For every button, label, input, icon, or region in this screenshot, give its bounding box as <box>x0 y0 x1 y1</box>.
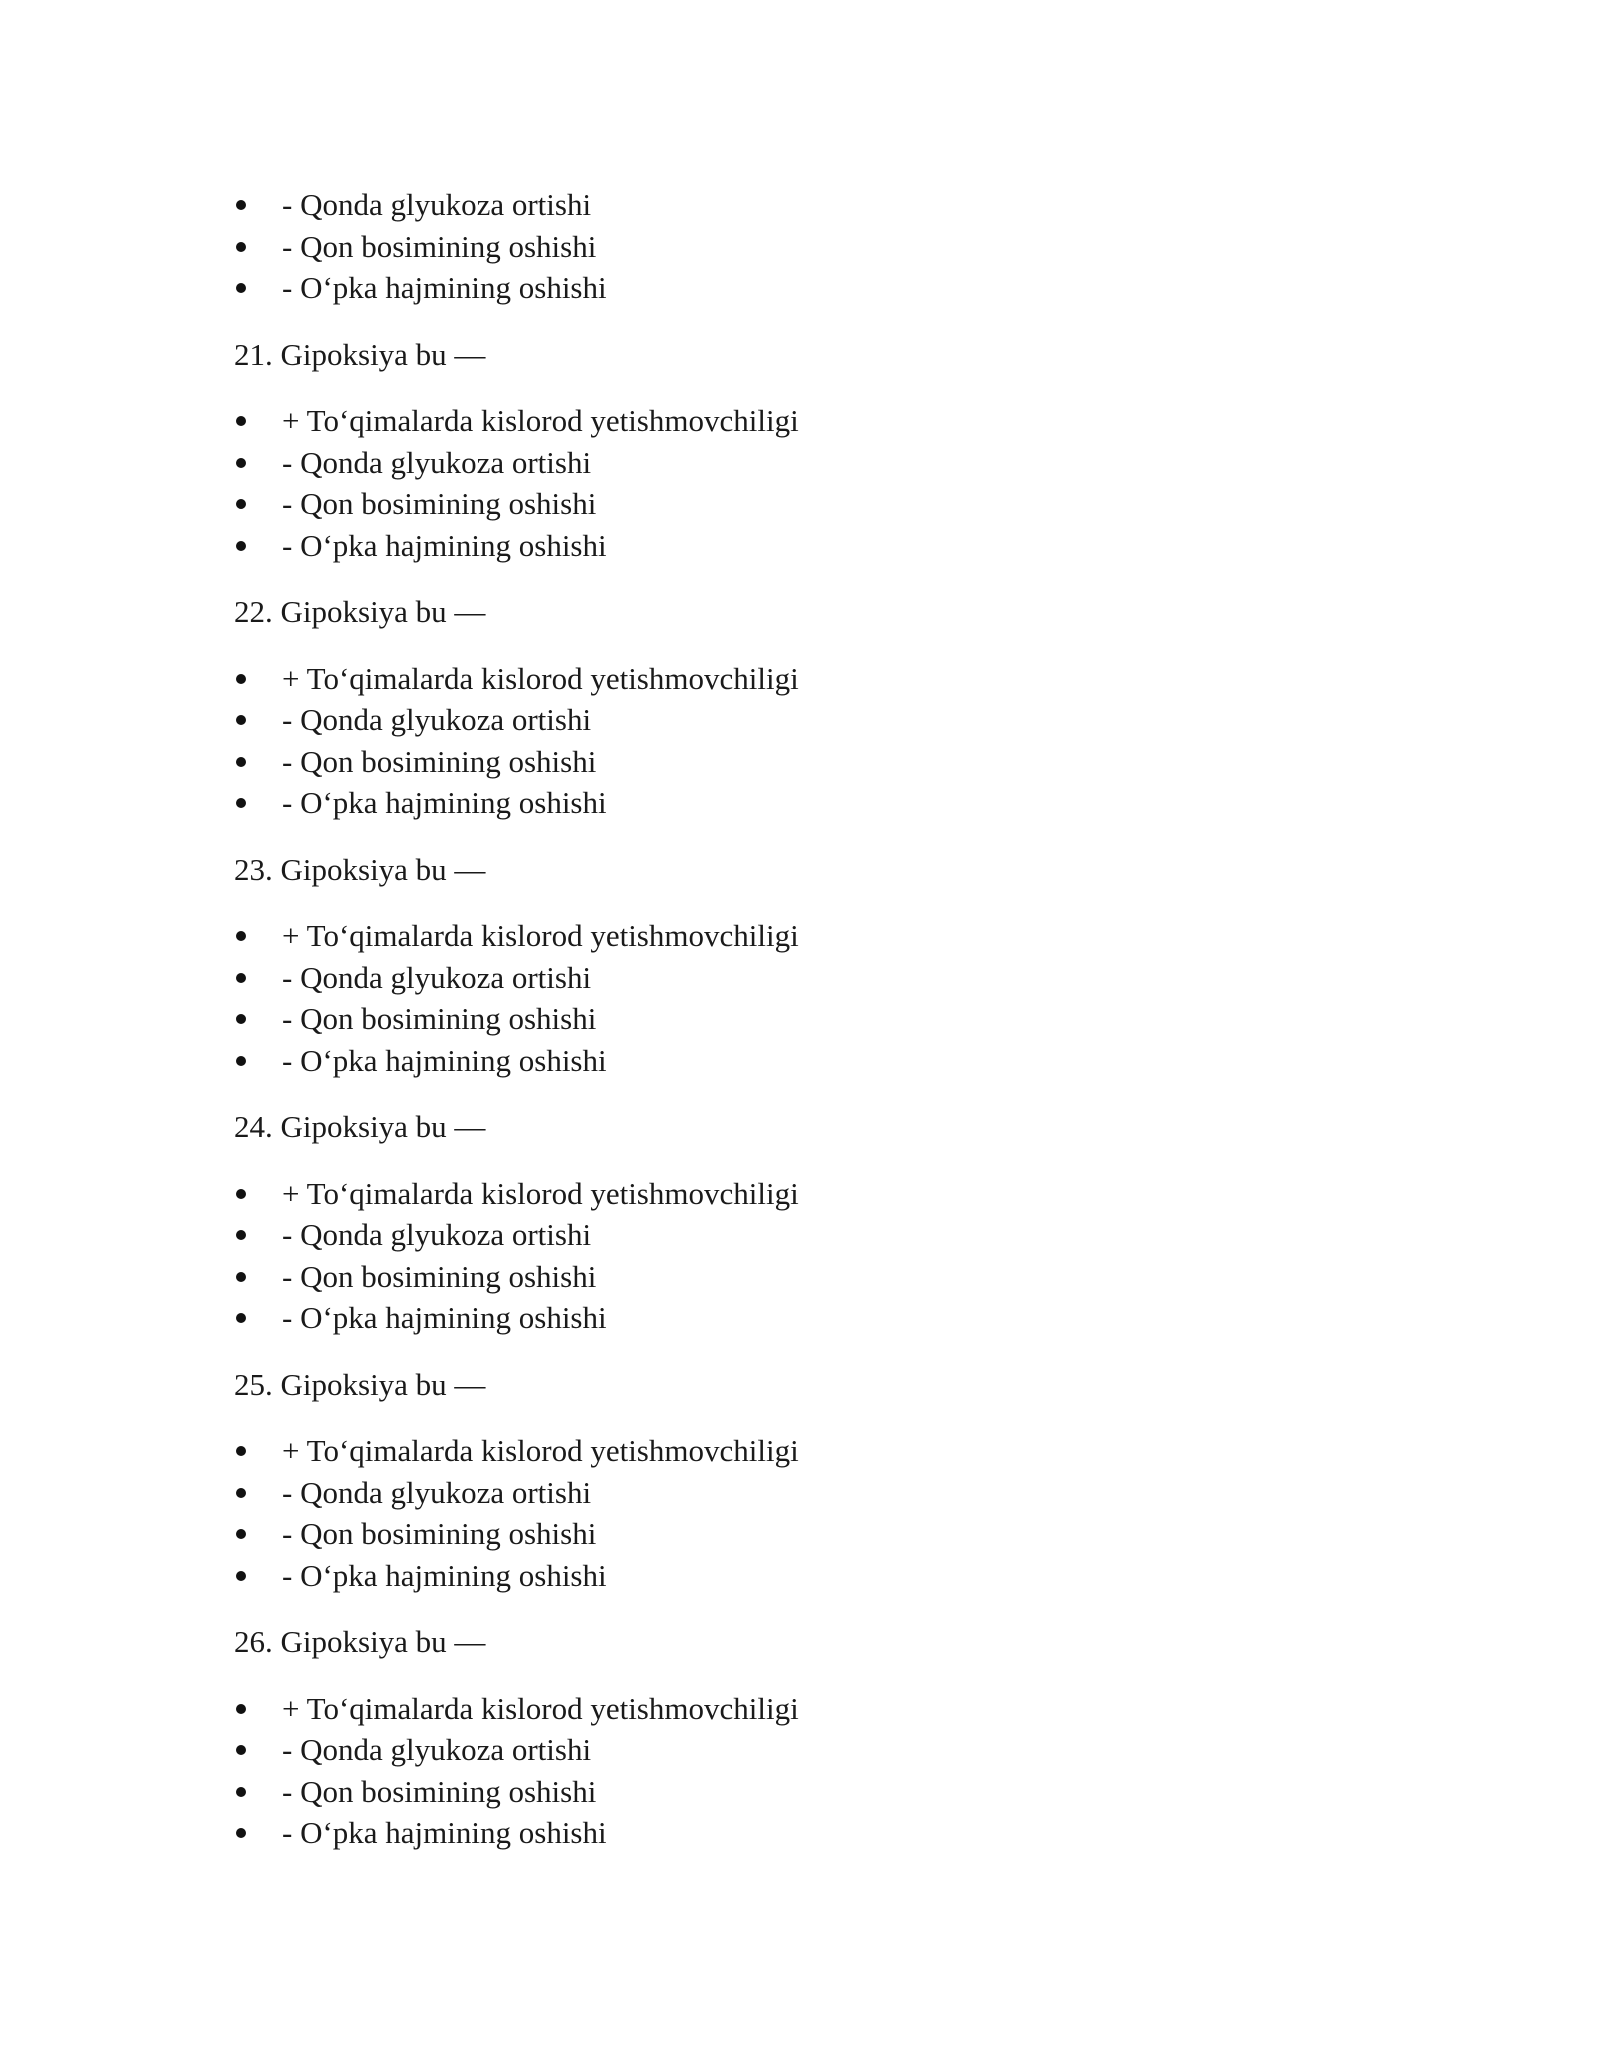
bullet-icon <box>236 1745 246 1755</box>
option-text: + To‘qimalarda kislorod yetishmovchiligi <box>282 1690 799 1726</box>
option-item <box>234 1812 1434 1854</box>
option-item <box>234 1430 1434 1472</box>
option-item <box>234 1555 1434 1597</box>
option-text: - Qon bosimining oshishi <box>282 743 597 779</box>
bullet-icon <box>236 1488 246 1498</box>
option-item <box>234 400 1434 442</box>
option-list <box>234 400 1434 566</box>
bullet-icon <box>236 931 246 941</box>
option-text: - O‘pka hajmining oshishi <box>282 1300 607 1335</box>
option-item <box>234 915 1434 957</box>
option-list <box>234 658 1434 824</box>
bullet-icon <box>236 715 246 725</box>
option-list <box>234 1430 1434 1596</box>
option-text: - Qon bosimining oshishi <box>282 486 597 521</box>
question-title: 21. Gipoksiya bu — <box>234 336 486 372</box>
bullet-icon <box>236 416 246 426</box>
option-text: + To‘qimalarda kislorod yetishmovchiligi <box>282 918 799 953</box>
option-item <box>234 1040 1434 1082</box>
option-item <box>234 1173 1434 1215</box>
bullet-icon <box>236 1828 246 1838</box>
option-list <box>234 184 1434 309</box>
option-text: - O‘pka hajmining oshishi <box>282 1815 607 1850</box>
option-text: + To‘qimalarda kislorod yetishmovchiligi <box>282 1433 799 1468</box>
bullet-icon <box>236 973 246 983</box>
question-title: 22. Gipoksiya bu — <box>234 594 486 629</box>
option-item <box>234 1688 1434 1730</box>
bullet-icon <box>236 798 246 808</box>
bullet-icon <box>236 1529 246 1539</box>
option-item <box>234 1214 1434 1256</box>
bullet-icon <box>236 1014 246 1024</box>
option-text: - O‘pka hajmining oshishi <box>282 270 607 305</box>
option-list <box>234 1173 1434 1339</box>
option-item <box>234 525 1434 567</box>
option-text: - Qonda glyukoza ortishi <box>282 959 592 995</box>
option-text: - Qon bosimining oshishi <box>282 228 597 264</box>
option-item <box>234 483 1434 525</box>
option-item <box>234 1771 1434 1813</box>
bullet-icon <box>236 200 246 210</box>
option-text: - Qon bosimining oshishi <box>282 1001 597 1036</box>
bullet-icon <box>236 499 246 509</box>
bullet-icon <box>236 1056 246 1066</box>
option-text: - Qonda glyukoza ortishi <box>282 187 592 222</box>
option-text: - O‘pka hajmining oshishi <box>282 527 607 563</box>
bullet-icon <box>236 242 246 252</box>
option-item <box>234 267 1434 309</box>
option-text: - O‘pka hajmining oshishi <box>282 1557 607 1593</box>
bullet-icon <box>236 1446 246 1456</box>
bullet-icon <box>236 757 246 767</box>
question-title: 23. Gipoksiya bu — <box>234 851 486 887</box>
option-item <box>234 1472 1434 1514</box>
option-item <box>234 957 1434 999</box>
question-title: 24. Gipoksiya bu — <box>234 1109 486 1144</box>
option-item <box>234 658 1434 700</box>
question-title: 25. Gipoksiya bu — <box>234 1366 486 1402</box>
option-item <box>234 998 1434 1040</box>
bullet-icon <box>236 674 246 684</box>
option-item <box>234 226 1434 268</box>
bullet-icon <box>236 1313 246 1323</box>
bullet-icon <box>236 1230 246 1240</box>
bullet-icon <box>236 283 246 293</box>
option-item <box>234 1256 1434 1298</box>
option-item <box>234 1513 1434 1555</box>
option-text: - Qonda glyukoza ortishi <box>282 1732 592 1767</box>
option-list <box>234 915 1434 1081</box>
option-item <box>234 782 1434 824</box>
bullet-icon <box>236 1704 246 1714</box>
bullet-icon <box>236 458 246 468</box>
option-item <box>234 442 1434 484</box>
option-item <box>234 1729 1434 1771</box>
option-text: + To‘qimalarda kislorod yetishmovchiligi <box>282 660 799 696</box>
bullet-icon <box>236 1787 246 1797</box>
option-item <box>234 1297 1434 1339</box>
option-list <box>234 1688 1434 1854</box>
bullet-icon <box>236 1272 246 1282</box>
option-text: - O‘pka hajmining oshishi <box>282 1042 607 1078</box>
bullet-icon <box>236 541 246 551</box>
option-text: - Qonda glyukoza ortishi <box>282 1474 592 1510</box>
option-text: + To‘qimalarda kislorod yetishmovchiligi <box>282 1175 799 1211</box>
option-text: - Qon bosimining oshishi <box>282 1258 597 1294</box>
option-item <box>234 184 1434 226</box>
option-item <box>234 699 1434 741</box>
option-text: + To‘qimalarda kislorod yetishmovchiligi <box>282 403 799 438</box>
option-text: - Qon bosimining oshishi <box>282 1516 597 1551</box>
document-content <box>234 184 1434 1854</box>
option-text: - O‘pka hajmining oshishi <box>282 785 607 820</box>
bullet-icon <box>236 1189 246 1199</box>
option-text: - Qon bosimining oshishi <box>282 1773 597 1809</box>
question-title: 26. Gipoksiya bu — <box>234 1624 486 1659</box>
option-text: - Qonda glyukoza ortishi <box>282 444 592 480</box>
option-text: - Qonda glyukoza ortishi <box>282 1217 592 1252</box>
option-text: - Qonda glyukoza ortishi <box>282 702 592 737</box>
option-item <box>234 741 1434 783</box>
bullet-icon <box>236 1571 246 1581</box>
